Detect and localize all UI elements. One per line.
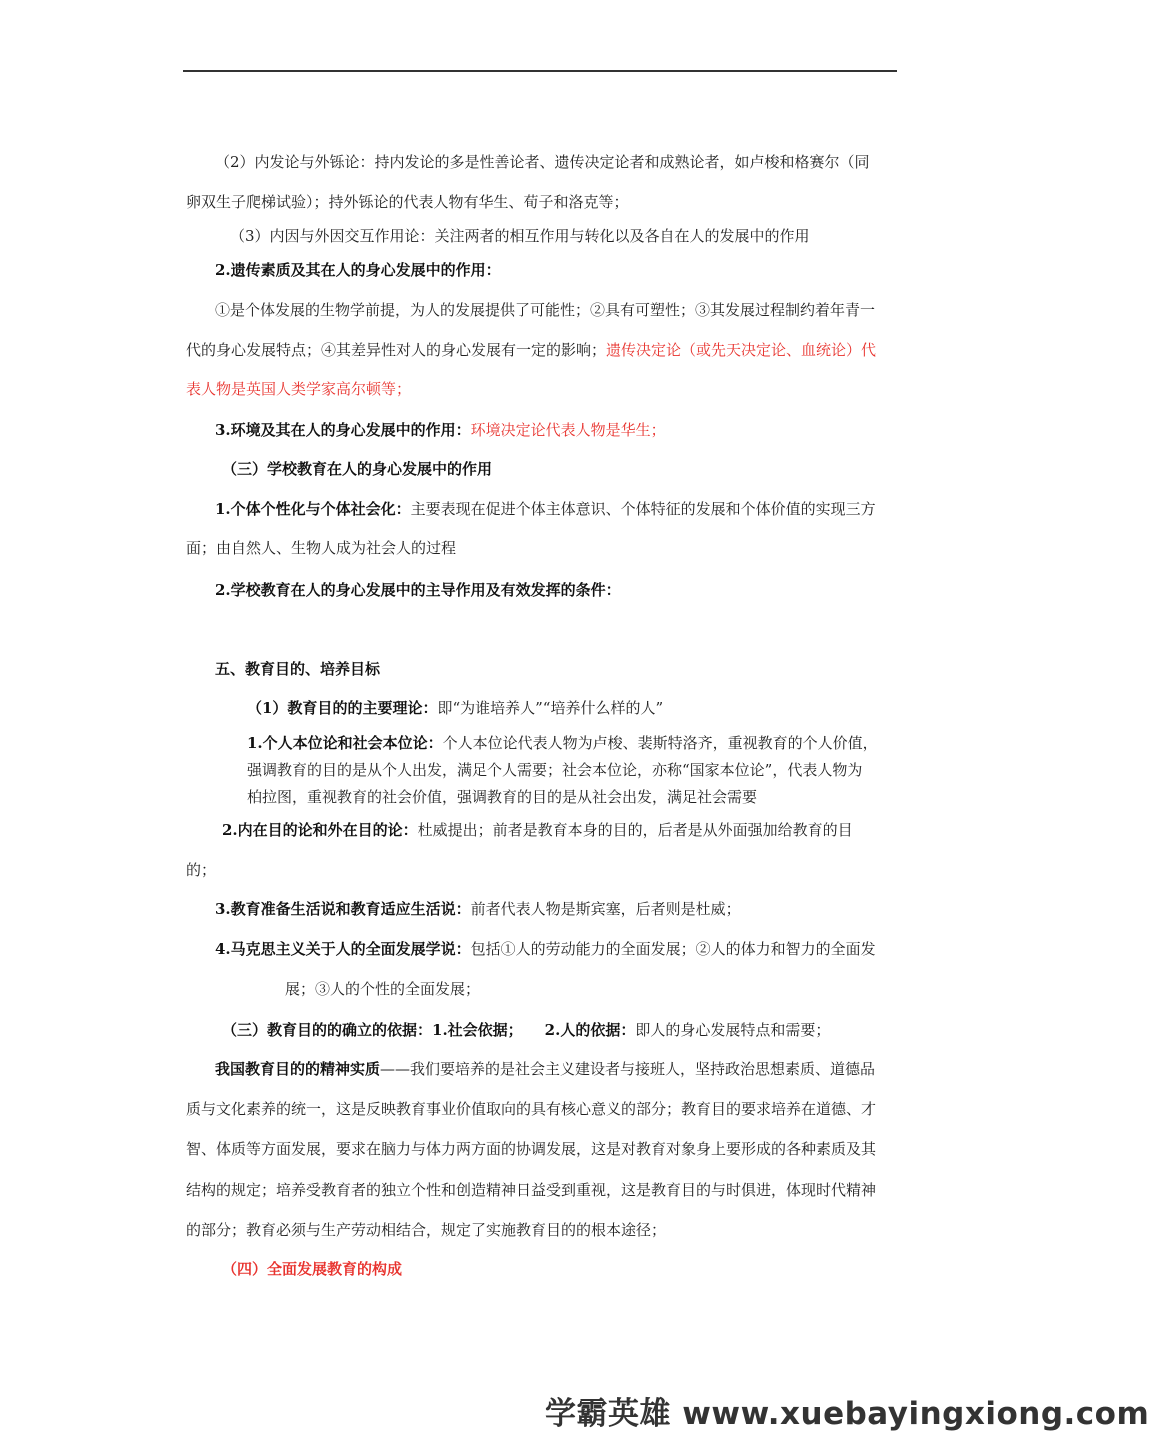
- individual-line-2: 强调教育的目的是从个人出发，满足个人需要；社会本位论，亦称“国家本位论”，代表人物为: [247, 761, 863, 779]
- heredity-line-1: ①是个体发展的生物学前提，为人的发展提供了可能性；②具有可塑性；③其发展过程制约着年青一: [215, 301, 876, 319]
- prepare-line: [215, 899, 741, 919]
- heading-basis-2: 2.人的依据：: [544, 1021, 636, 1039]
- intrinsic-line-2: 的；: [186, 861, 217, 879]
- heading-prepare: 3.教育准备生活说和教育适应生活说：: [215, 900, 471, 918]
- basis-line: [222, 1020, 830, 1040]
- heredity-line-2: [186, 340, 876, 360]
- indiv-line-2: 面；由自然人、生物人成为社会人的过程: [186, 539, 457, 557]
- heading-basis: （三）教育目的的确立的依据：1.社会依据；: [222, 1021, 523, 1039]
- heading-essence: 我国教育目的的精神实质: [215, 1060, 381, 1078]
- prepare-text: 前者代表人物是斯宾塞，后者则是杜威；: [470, 900, 741, 918]
- heading-school: （三）学校教育在人的身心发展中的作用: [222, 460, 493, 478]
- heading-heredity: 2.遗传素质及其在人的身心发展中的作用：: [215, 261, 501, 279]
- heredity-red: 遗传决定论（或先天决定论、血统论）代: [606, 341, 877, 359]
- intrinsic-line-1: [222, 820, 853, 840]
- para-3: （3）内因与外因交互作用论：关注两者的相互作用与转化以及各自在人的发展中的作用: [230, 227, 810, 245]
- heading-marx: 4.马克思主义关于人的全面发展学说：: [215, 940, 471, 958]
- heading-leading: 2.学校教育在人的身心发展中的主导作用及有效发挥的条件：: [215, 581, 621, 599]
- heading-indiv: 1.个体个性化与个体社会化：: [215, 500, 411, 518]
- theory-line: [247, 698, 663, 718]
- heading-five: 五、教育目的、培养目标: [215, 660, 381, 678]
- heading-four: （四）全面发展教育的构成: [222, 1260, 403, 1278]
- marx-line-1: [215, 939, 876, 959]
- essence-text: ——我们要培养的是社会主义建设者与接班人，坚持政治思想素质、道德品: [380, 1060, 876, 1078]
- individual-line-1: [247, 733, 878, 753]
- heading-theory: （1）教育目的的主要理论：: [247, 699, 438, 717]
- basis-text: 即人的身心发展特点和需要；: [635, 1021, 831, 1039]
- essence-line-4: 结构的规定；培养受教育者的独立个性和创造精神日益受到重视，这是教育目的与时俱进，体现时代精神: [186, 1181, 877, 1199]
- heredity-line-3: 表人物是英国人类学家高尔顿等；: [186, 380, 412, 398]
- env-line: [215, 420, 666, 440]
- heading-individual: 1.个人本位论和社会本位论：: [247, 734, 443, 752]
- essence-line-1: [215, 1059, 875, 1079]
- para-2-line-2: 卵双生子爬梯试验）；持外铄论的代表人物有华生、荀子和洛克等；: [186, 193, 629, 211]
- essence-line-3: 智、体质等方面发展，要求在脑力与体力两方面的协调发展，这是对教育对象身上要形成的各种素质及其: [186, 1140, 877, 1158]
- heading-intrinsic: 2.内在目的论和外在目的论：: [222, 821, 418, 839]
- heading-env: 3.环境及其在人的身心发展中的作用：: [215, 421, 471, 439]
- heredity-plain: 代的身心发展特点；④其差异性对人的身心发展有一定的影响；: [186, 341, 607, 359]
- indiv-line-1: [215, 499, 876, 519]
- individual-text: 个人本位论代表人物为卢梭、裴斯特洛齐，重视教育的个人价值，: [442, 734, 878, 752]
- intrinsic-text: 杜威提出；前者是教育本身的目的，后者是从外面强加给教育的目: [417, 821, 853, 839]
- individual-line-3: 柏拉图，重视教育的社会价值，强调教育的目的是从社会出发，满足社会需要: [247, 788, 758, 806]
- marx-text: 包括①人的劳动能力的全面发展；②人的体力和智力的全面发: [470, 940, 876, 958]
- essence-line-5: 的部分；教育必须与生产劳动相结合，规定了实施教育目的的根本途径；: [186, 1221, 667, 1239]
- header-rule: [183, 70, 897, 72]
- para-2-line-1: （2）内发论与外铄论：持内发论的多是性善论者、遗传决定论者和成熟论者，如卢梭和格赛尔（同: [215, 153, 870, 171]
- marx-line-2: 展；③人的个性的全面发展；: [285, 980, 481, 998]
- indiv-text: 主要表现在促进个体主体意识、个体特征的发展和个体价值的实现三方: [410, 500, 876, 518]
- essence-line-2: 质与文化素养的统一，这是反映教育事业价值取向的具有核心意义的部分；教育目的要求培养在道德、才: [186, 1100, 877, 1118]
- theory-text: 即“为谁培养人”“培养什么样的人”: [437, 699, 664, 717]
- footer-watermark: 学霸英雄 www.xuebayingxiong.com: [545, 1396, 1149, 1432]
- env-red: 环境决定论代表人物是华生；: [470, 421, 666, 439]
